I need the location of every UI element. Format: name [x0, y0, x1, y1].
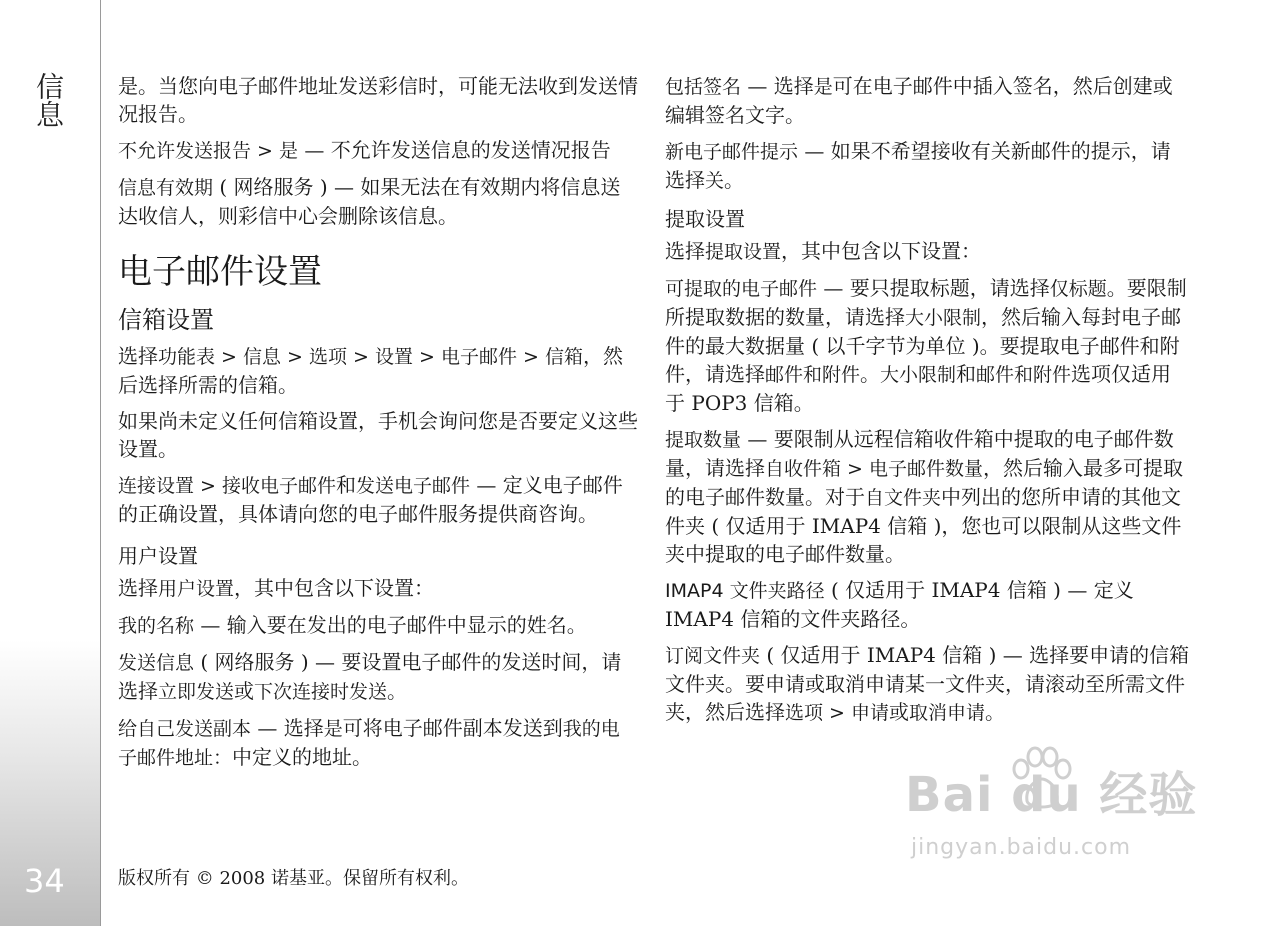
paragraph-mailbox-path: 选择功能表 > 信息 > 选项 > 设置 > 电子邮件 > 信箱，然后选择所需的信箱。 [118, 344, 623, 397]
page-number: 34 [24, 862, 65, 900]
paragraph-connection-settings: 连接设置 > 接收电子邮件和发送电子邮件 — 定义电子邮件的正确设置，具体请向您的电子邮件服务提供商咨询。 [118, 473, 623, 526]
term-messages-attachments: 邮件和附件 [765, 364, 861, 386]
subheading-retrieve-settings: 提取设置 [665, 207, 745, 231]
term-user-settings: 用户设置 [158, 578, 235, 600]
left-column [118, 72, 638, 780]
paragraph-imap4-folder-path: IMAP4 文件夹路径 ( 仅适用于 IMAP4 信箱 ) — 定义 IMAP4 信箱的文件夹路径。 [665, 578, 1134, 631]
term-my-name: 我的名称 [118, 615, 195, 637]
paw-icon [1005, 745, 1075, 815]
term-send-now: 立即发送 [158, 681, 235, 703]
subheading-user-settings: 用户设置 [118, 544, 198, 568]
term-size-limit: 大小限制 [905, 307, 982, 329]
term-retrieve-amount: 提取数量 [665, 429, 742, 451]
term-options-subscribe: 选项 > 申请 [785, 702, 889, 724]
term-new-email-alert: 新电子邮件提示 [665, 141, 799, 163]
term-disallow-report: 不允许发送报告 > 是 [118, 140, 298, 162]
paragraph-disallow-report: 不允许发送报告 > 是 — 不允许发送信息的发送情况报告 [118, 138, 611, 162]
term-yes-signature: 是 [813, 76, 833, 98]
paragraph-delivery-report-note: 是。当您向电子邮件地址发送彩信时，可能无法收到发送情况报告。 [118, 74, 638, 126]
copyright-footer: 版权所有 © 2008 诺基亚。保留所有权利。 [118, 868, 469, 889]
term-send-message: 发送信息 [118, 652, 195, 674]
term-my-email-address: 我的电子邮件地址： [118, 718, 620, 769]
paragraph-retrievable-email: 可提取的电子邮件 — 要只提取标题，请选择仅标题。要限制所提取数据的数量，请选择大小限制，然后输入每封电子邮件的最大数据量 ( 以千字节为单位 )。要提取电子邮件和附件，请选择邮件和附件。大小限制和邮件和附件选项仅适用于 POP3 信箱。 [665, 276, 1187, 415]
term-from-inbox: 自收件箱 > 电子邮件数量 [765, 458, 983, 480]
paragraph-message-validity: 信息有效期 ( 网络服务 ) — 如果无法在有效期内将信息送达收信人，则彩信中心会删除该信息。 [118, 175, 621, 228]
term-send-email: 发送电子邮件 [356, 475, 471, 497]
side-tab [0, 0, 101, 926]
paragraph-send-copy: 给自己发送副本 — 选择是可将电子邮件副本发送到我的电子邮件地址：中定义的地址。 [118, 716, 620, 769]
watermark-logo: Bai du 经验 [905, 767, 1198, 823]
term-include-signature: 包括签名 [665, 76, 742, 98]
term-send-copy: 给自己发送副本 [118, 718, 252, 740]
term-from-folders: 自文件夹 [865, 487, 942, 509]
baidu-watermark [905, 745, 1205, 875]
term-message-validity: 信息有效期 [118, 177, 214, 199]
paragraph-user-settings-intro: 选择用户设置，其中包含以下设置： [118, 576, 435, 600]
right-column [665, 72, 1190, 735]
term-yes: 是 [323, 718, 343, 740]
term-retrieve-settings: 提取设置 [705, 241, 782, 263]
term-off: 关 [705, 170, 725, 192]
watermark-url: jingyan.baidu.com [911, 835, 1132, 860]
term-subscribe-folders: 订阅文件夹 [665, 645, 761, 667]
term-size-limit-2: 大小限制 [880, 364, 957, 386]
paragraph-subscribe-folders: 订阅文件夹 ( 仅适用于 IMAP4 信箱 ) — 选择要申请的信箱文件夹。要申请或取消申请某一文件夹，请滚动至所需文件夹，然后选择选项 > 申请或取消申请。 [665, 643, 1190, 724]
term-headers-only: 仅标题 [1049, 278, 1107, 300]
paragraph-retrieve-amount: 提取数量 — 要限制从远程信箱收件箱中提取的电子邮件数量，请选择自收件箱 > 电子邮件数量，然后输入最多可提取的电子邮件数量。对于自文件夹中列出的您所申请的其他文件夹 ( 仅适用于 IMAP4 信箱 )，您也可以限制从这些文件夹中提取的电子邮件数量。 [665, 427, 1183, 566]
term-send-next-connection: 下次连接时发送 [254, 681, 388, 703]
paragraph-my-name: 我的名称 — 输入要在发出的电子邮件中显示的姓名。 [118, 613, 587, 637]
term-unsubscribe: 取消申请 [909, 702, 986, 724]
term-connection-settings: 连接设置 > 接收电子邮件 [118, 475, 336, 497]
term-retrievable-email: 可提取的电子邮件 [665, 278, 818, 300]
subsection-title-mailbox-settings: 信箱设置 [118, 306, 214, 334]
paragraph-send-message: 发送信息 ( 网络服务 ) — 要设置电子邮件的发送时间，请选择立即发送或下次连接时发送。 [118, 650, 622, 703]
term-imap4-folder-path: IMAP4 文件夹路径 [665, 580, 825, 602]
paragraph-undefined-mailbox: 如果尚未定义任何信箱设置，手机会询问您是否要定义这些设置。 [118, 409, 638, 461]
paragraph-retrieve-intro: 选择提取设置，其中包含以下设置： [665, 239, 982, 263]
term-messages-attachments-2: 邮件和附件 [976, 364, 1072, 386]
paragraph-include-signature: 包括签名 — 选择是可在电子邮件中插入签名，然后创建或编辑签名文字。 [665, 74, 1173, 127]
paragraph-new-email-alert: 新电子邮件提示 — 如果不希望接收有关新邮件的提示，请选择关。 [665, 139, 1171, 192]
section-title-email-settings: 电子邮件设置 [118, 252, 322, 292]
chapter-label: 信息 [32, 72, 65, 128]
term-menu-path: 功能表 > 信息 > 选项 > 设置 > 电子邮件 > 信箱 [158, 346, 583, 368]
